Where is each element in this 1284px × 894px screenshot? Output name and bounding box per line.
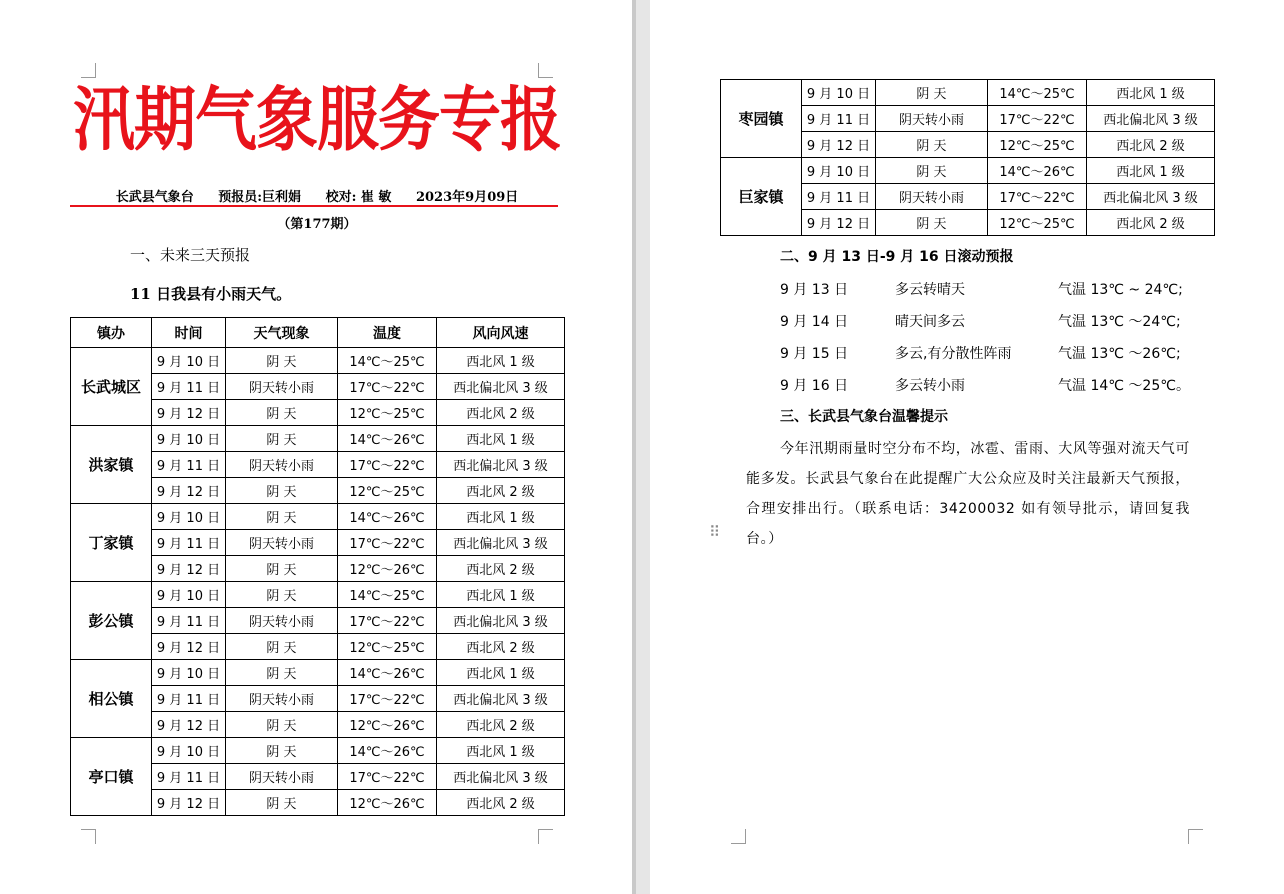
town-name: 洪家镇 bbox=[71, 426, 152, 504]
table-row bbox=[721, 80, 1215, 106]
cell-wind: 西北风 2 级 bbox=[437, 556, 565, 582]
header-weather: 天气现象 bbox=[226, 318, 338, 348]
page-corner-mark bbox=[538, 63, 553, 78]
cell-wind: 西北风 1 级 bbox=[437, 660, 565, 686]
cell-wind: 西北风 1 级 bbox=[437, 348, 565, 374]
cell-wind: 西北风 1 级 bbox=[437, 738, 565, 764]
cell-date: 9 月 11 日 bbox=[152, 452, 226, 478]
cell-wind: 西北风 2 级 bbox=[437, 400, 565, 426]
cell-weather: 阴 天 bbox=[226, 712, 338, 738]
cell-temp: 14℃～26℃ bbox=[338, 660, 437, 686]
cell-temp: 14℃～26℃ bbox=[988, 158, 1087, 184]
cell-date: 9 月 11 日 bbox=[152, 686, 226, 712]
cell-temp: 12℃～25℃ bbox=[988, 210, 1087, 236]
cell-weather: 阴 天 bbox=[226, 738, 338, 764]
header-town: 镇办 bbox=[71, 318, 152, 348]
cell-wind: 西北偏北风 3 级 bbox=[437, 608, 565, 634]
cell-temp: 17℃～22℃ bbox=[338, 608, 437, 634]
rolling-temp: 气温 14℃ ～25℃。 bbox=[1058, 378, 1190, 394]
cell-date: 9 月 11 日 bbox=[152, 764, 226, 790]
table-row bbox=[71, 504, 565, 530]
cell-temp: 17℃～22℃ bbox=[338, 764, 437, 790]
cell-wind: 西北风 1 级 bbox=[437, 582, 565, 608]
cell-wind: 西北偏北风 3 级 bbox=[437, 374, 565, 400]
section2-heading: 二、9 月 13 日-9 月 16 日滚动预报 bbox=[780, 249, 1014, 265]
cell-date: 9 月 10 日 bbox=[152, 426, 226, 452]
town-name: 巨家镇 bbox=[721, 158, 802, 236]
cell-temp: 14℃～26℃ bbox=[338, 426, 437, 452]
page-corner-mark bbox=[731, 829, 746, 844]
cell-weather: 阴 天 bbox=[226, 634, 338, 660]
cell-weather: 阴天转小雨 bbox=[226, 374, 338, 400]
rolling-date: 9 月 14 日 bbox=[780, 314, 849, 330]
page-corner-mark bbox=[81, 829, 96, 844]
rolling-weather: 晴天间多云 bbox=[895, 314, 965, 330]
cell-temp: 14℃～26℃ bbox=[338, 738, 437, 764]
document-title: 汛期气象服务专报 bbox=[72, 78, 561, 161]
cell-wind: 西北偏北风 3 级 bbox=[437, 530, 565, 556]
section1-summary: 11 日我县有小雨天气。 bbox=[130, 285, 292, 303]
table-row bbox=[721, 158, 1215, 184]
cell-date: 9 月 10 日 bbox=[152, 582, 226, 608]
header-office: 长武县气象台 bbox=[115, 190, 194, 205]
forecast-table-page2 bbox=[720, 79, 1215, 236]
drag-handle-icon[interactable]: ⠿ bbox=[709, 523, 720, 541]
cell-weather: 阴天转小雨 bbox=[226, 452, 338, 478]
cell-wind: 西北风 1 级 bbox=[437, 504, 565, 530]
cell-weather: 阴 天 bbox=[876, 80, 988, 106]
cell-weather: 阴 天 bbox=[876, 158, 988, 184]
cell-date: 9 月 12 日 bbox=[152, 790, 226, 816]
cell-temp: 14℃～25℃ bbox=[988, 80, 1087, 106]
cell-weather: 阴 天 bbox=[226, 790, 338, 816]
table-row bbox=[71, 582, 565, 608]
cell-temp: 17℃～22℃ bbox=[338, 374, 437, 400]
cell-date: 9 月 11 日 bbox=[152, 530, 226, 556]
cell-wind: 西北偏北风 3 级 bbox=[437, 452, 565, 478]
table-row bbox=[71, 426, 565, 452]
cell-wind: 西北风 1 级 bbox=[1087, 80, 1215, 106]
cell-date: 9 月 11 日 bbox=[802, 106, 876, 132]
cell-date: 9 月 12 日 bbox=[802, 210, 876, 236]
cell-temp: 12℃～25℃ bbox=[338, 478, 437, 504]
cell-wind: 西北风 1 级 bbox=[1087, 158, 1215, 184]
cell-temp: 17℃～22℃ bbox=[338, 686, 437, 712]
cell-date: 9 月 11 日 bbox=[152, 374, 226, 400]
header-checker: 校对: 崔 敏 bbox=[325, 190, 392, 205]
cell-date: 9 月 12 日 bbox=[152, 712, 226, 738]
cell-temp: 14℃～26℃ bbox=[338, 504, 437, 530]
cell-temp: 12℃～25℃ bbox=[988, 132, 1087, 158]
town-name: 亭口镇 bbox=[71, 738, 152, 816]
cell-weather: 阴天转小雨 bbox=[226, 686, 338, 712]
cell-date: 9 月 12 日 bbox=[152, 400, 226, 426]
cell-wind: 西北风 2 级 bbox=[437, 478, 565, 504]
cell-date: 9 月 10 日 bbox=[152, 660, 226, 686]
section1-heading: 一、未来三天预报 bbox=[130, 246, 251, 264]
rolling-date: 9 月 13 日 bbox=[780, 282, 849, 298]
cell-weather: 阴 天 bbox=[876, 132, 988, 158]
cell-weather: 阴 天 bbox=[876, 210, 988, 236]
page-gutter bbox=[632, 0, 650, 894]
document-page-1 bbox=[0, 0, 632, 894]
rolling-date: 9 月 15 日 bbox=[780, 346, 849, 362]
cell-weather: 阴天转小雨 bbox=[876, 106, 988, 132]
cell-temp: 17℃～22℃ bbox=[988, 184, 1087, 210]
cell-temp: 14℃～25℃ bbox=[338, 582, 437, 608]
cell-wind: 西北风 2 级 bbox=[437, 634, 565, 660]
page-corner-mark bbox=[1188, 829, 1203, 844]
cell-date: 9 月 10 日 bbox=[802, 80, 876, 106]
cell-date: 9 月 12 日 bbox=[152, 634, 226, 660]
header-wind: 风向风速 bbox=[437, 318, 565, 348]
rolling-weather: 多云转小雨 bbox=[895, 378, 965, 394]
header-temp: 温度 bbox=[338, 318, 437, 348]
cell-wind: 西北风 1 级 bbox=[437, 426, 565, 452]
table-row bbox=[71, 660, 565, 686]
table-row bbox=[71, 348, 565, 374]
cell-wind: 西北风 2 级 bbox=[1087, 132, 1215, 158]
cell-date: 9 月 12 日 bbox=[152, 478, 226, 504]
table-body-page1 bbox=[71, 348, 565, 816]
cell-weather: 阴 天 bbox=[226, 660, 338, 686]
cell-weather: 阴天转小雨 bbox=[226, 530, 338, 556]
cell-wind: 西北风 2 级 bbox=[1087, 210, 1215, 236]
cell-wind: 西北风 2 级 bbox=[437, 790, 565, 816]
header-time: 时间 bbox=[152, 318, 226, 348]
issue-number: （第177期） bbox=[277, 217, 357, 232]
cell-wind: 西北偏北风 3 级 bbox=[437, 764, 565, 790]
cell-temp: 17℃～22℃ bbox=[988, 106, 1087, 132]
cell-temp: 12℃～26℃ bbox=[338, 712, 437, 738]
cell-temp: 12℃～26℃ bbox=[338, 790, 437, 816]
page-corner-mark bbox=[538, 829, 553, 844]
table-row bbox=[71, 738, 565, 764]
rolling-temp: 气温 13℃ ～26℃; bbox=[1058, 346, 1181, 362]
document-header bbox=[70, 186, 564, 205]
cell-wind: 西北风 2 级 bbox=[437, 712, 565, 738]
cell-date: 9 月 10 日 bbox=[152, 504, 226, 530]
page-corner-mark bbox=[81, 63, 96, 78]
cell-weather: 阴 天 bbox=[226, 426, 338, 452]
cell-date: 9 月 10 日 bbox=[152, 348, 226, 374]
rolling-temp: 气温 13℃ ~ 24℃; bbox=[1058, 282, 1183, 298]
cell-weather: 阴 天 bbox=[226, 582, 338, 608]
reminder-paragraph: 今年汛期雨量时空分布不均，冰雹、雷雨、大风等强对流天气可能多发。长武县气象台在此提醒广大公众应及时关注最新天气预报，合理安排出行。（联系电话：34200032 如有领导批示，请回复我台。） bbox=[746, 441, 1190, 547]
cell-weather: 阴 天 bbox=[226, 504, 338, 530]
cell-temp: 17℃～22℃ bbox=[338, 452, 437, 478]
cell-date: 9 月 11 日 bbox=[152, 608, 226, 634]
cell-date: 9 月 10 日 bbox=[802, 158, 876, 184]
cell-temp: 12℃～25℃ bbox=[338, 400, 437, 426]
town-name: 长武城区 bbox=[71, 348, 152, 426]
cell-wind: 西北偏北风 3 级 bbox=[1087, 106, 1215, 132]
forecast-table-page1 bbox=[70, 317, 565, 816]
header-date: 2023年9月09日 bbox=[415, 190, 519, 205]
cell-weather: 阴天转小雨 bbox=[226, 608, 338, 634]
cell-date: 9 月 12 日 bbox=[152, 556, 226, 582]
header-divider bbox=[70, 205, 558, 207]
town-name: 彭公镇 bbox=[71, 582, 152, 660]
cell-weather: 阴天转小雨 bbox=[226, 764, 338, 790]
rolling-weather: 多云转晴天 bbox=[895, 282, 965, 298]
cell-weather: 阴天转小雨 bbox=[876, 184, 988, 210]
cell-weather: 阴 天 bbox=[226, 478, 338, 504]
table-header-row bbox=[71, 318, 565, 348]
table-body-page2 bbox=[721, 80, 1215, 236]
cell-wind: 西北偏北风 3 级 bbox=[437, 686, 565, 712]
cell-weather: 阴 天 bbox=[226, 556, 338, 582]
cell-temp: 14℃～25℃ bbox=[338, 348, 437, 374]
cell-date: 9 月 12 日 bbox=[802, 132, 876, 158]
cell-date: 9 月 11 日 bbox=[802, 184, 876, 210]
cell-wind: 西北偏北风 3 级 bbox=[1087, 184, 1215, 210]
town-name: 枣园镇 bbox=[721, 80, 802, 158]
rolling-temp: 气温 13℃ ～24℃; bbox=[1058, 314, 1181, 330]
header-forecaster: 预报员:巨利娟 bbox=[218, 190, 302, 205]
section3-heading: 三、长武县气象台温馨提示 bbox=[780, 409, 948, 425]
cell-temp: 12℃～26℃ bbox=[338, 556, 437, 582]
town-name: 相公镇 bbox=[71, 660, 152, 738]
cell-temp: 17℃～22℃ bbox=[338, 530, 437, 556]
rolling-date: 9 月 16 日 bbox=[780, 378, 849, 394]
cell-weather: 阴 天 bbox=[226, 400, 338, 426]
town-name: 丁家镇 bbox=[71, 504, 152, 582]
cell-date: 9 月 10 日 bbox=[152, 738, 226, 764]
cell-temp: 12℃～25℃ bbox=[338, 634, 437, 660]
rolling-weather: 多云,有分散性阵雨 bbox=[895, 346, 1012, 362]
cell-weather: 阴 天 bbox=[226, 348, 338, 374]
